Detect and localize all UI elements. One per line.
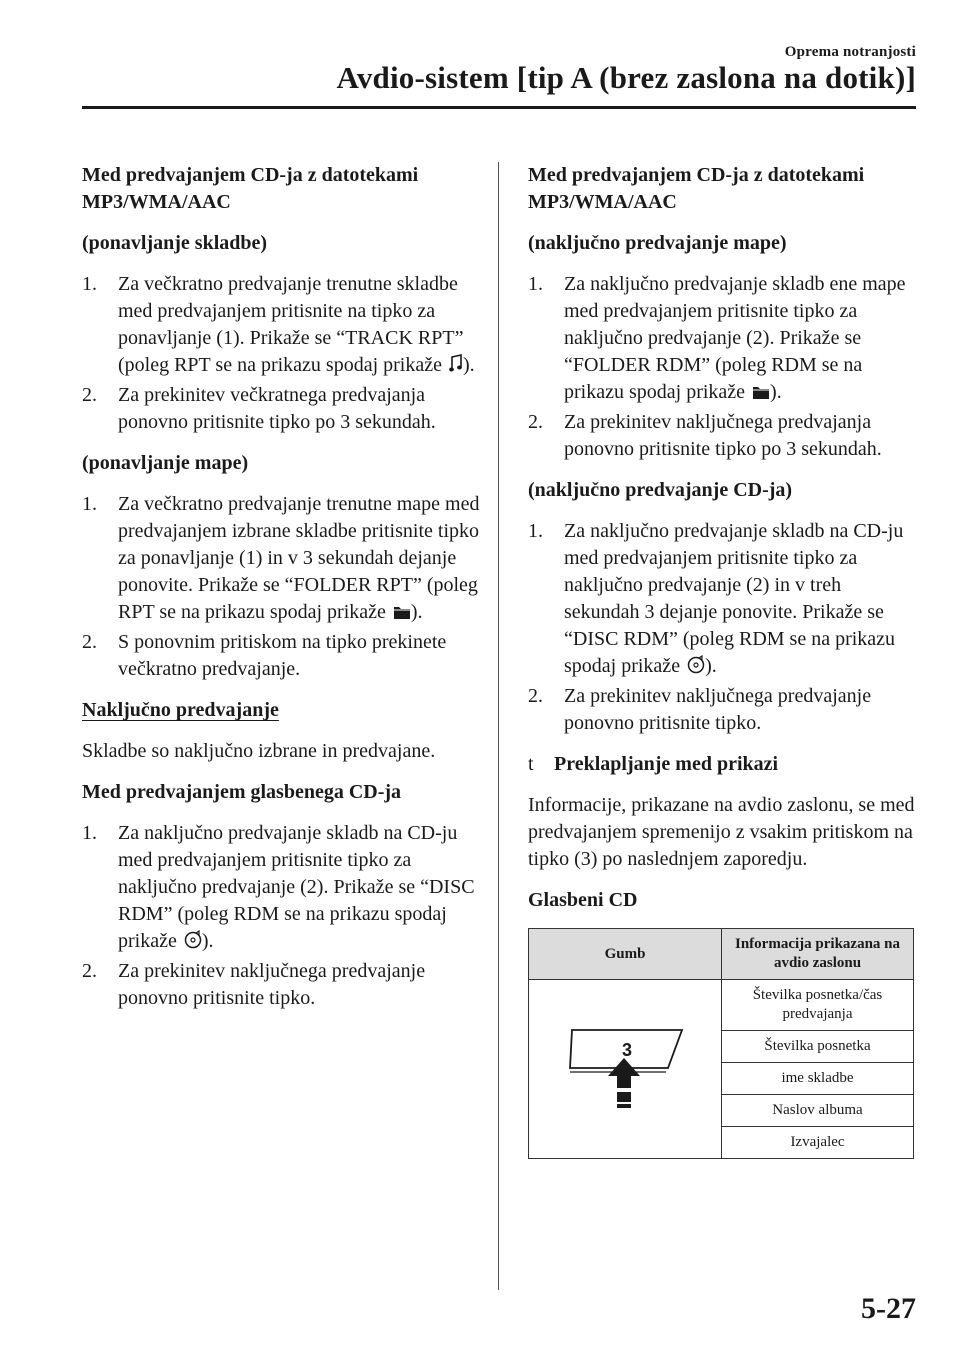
random-playback-title: Naključno predvajanje [82,699,279,721]
page-number: 5-27 [861,1292,916,1325]
list-item [82,820,482,958]
switch-display-text: Informacije, prikazane na avdio zaslonu, se med predvajanjem spremenijo z vsakim pritiskom na tipko (3) po naslednjem zaporedju. [528,794,915,870]
step-number: 1. [82,493,97,515]
switch-display-heading [528,751,920,778]
folder-random-title: (naključno predvajanje mape) [528,232,787,254]
folder-icon [393,602,411,629]
step-number: 2. [82,960,97,982]
folder-random-steps [528,271,920,463]
table-header-row [529,929,914,980]
step-number: 2. [528,411,543,433]
table-row [529,980,914,1031]
list-item [82,629,482,683]
table-header-info: Informacija prikazana na avdio zaslonu [722,929,914,980]
table-cell: Številka posnetka/čas predvajanja [722,980,914,1031]
step-text-end: ). [201,930,214,952]
step-number: 1. [82,273,97,295]
right-column [528,162,920,1159]
list-item [82,382,482,436]
step-text: Za naključno predvajanje skladb na CD-ju med predvajanjem pritisnite tipko za naključno predvajanje (2). Prikaže se “DISC RDM” (poleg RDM se na prikazu spodaj prikaže [118,822,475,952]
step-text: Za prekinitev naključnega predvajanje ponovno pritisnite tipko. [118,960,426,1009]
step-text: Za večkratno predvajanje trenutne skladbe med predvajanjem pritisnite na tipko za ponavljanje (1). Prikaže se “TRACK RPT” (poleg RPT se na prikazu spodaj prikaže [118,273,464,376]
folder-icon [752,382,770,409]
folder-repeat-title: (ponavljanje mape) [82,452,249,474]
list-item [528,271,920,409]
track-repeat-steps [82,271,482,436]
step-text: Za večkratno predvajanje trenutne mape med predvajanjem izbrane skladbe pritisnite tipko za ponavljanje (1) in v 3 sekundah dejanje ponovite. Prikaže se “FOLDER RPT” (poleg RPT se na prikazu spodaj prikaže [118,493,480,623]
step-number: 2. [82,384,97,406]
music-cd-table-title: Glasbeni CD [528,889,638,911]
bullet-marker: t [528,753,534,775]
step-text: Za naključno predvajanje skladb na CD-ju med predvajanjem pritisnite tipko za naključno predvajanje (2) in v treh sekundah 3 dejanje ponovite. Prikaže se “DISC RDM” (poleg RDM se na prikazu spodaj prikaže [564,520,904,677]
step-number: 2. [82,631,97,653]
music-cd-title: Med predvajanjem glasbenega CD-ja [82,781,402,803]
step-text-end: ). [410,601,423,623]
list-item [82,271,482,382]
left-column [82,162,482,1026]
page-title: Avdio-sistem [tip A (brez zaslona na dotik)] [336,60,916,95]
step-text: Za prekinitev večkratnega predvajanja ponovno pritisnite tipko po 3 sekundah. [118,384,436,433]
list-item [528,518,920,683]
random-playback-text: Skladbe so naključno izbrane in predvajane. [82,740,436,762]
step-text: Za naključno predvajanje skladb ene mape med predvajanjem pritisnite tipko za naključno predvajanje (2). Prikaže se “FOLDER RDM” (poleg RDM se na prikazu spodaj prikaže [564,273,906,403]
display-info-table [528,928,914,1159]
step-text: Za prekinitev naključnega predvajanja ponovno pritisnite tipko po 3 sekundah. [564,411,882,460]
table-cell: Naslov albuma [722,1095,914,1127]
table-header-button: Gumb [529,929,722,980]
list-item [82,958,482,1012]
button-illustration-cell [529,980,722,1159]
section-heading-mp3-right: Med predvajanjem CD-ja z datotekami MP3/WMA/AAC [528,164,865,213]
music-note-icon [449,354,463,382]
step-text-end: ). [462,354,475,376]
column-divider [498,162,499,1290]
list-item [528,683,920,737]
step-text: Za prekinitev naključnega predvajanje ponovno pritisnite tipko. [564,685,872,734]
cd-random-steps [528,518,920,737]
cd-random-title: (naključno predvajanje CD-ja) [528,479,793,501]
table-cell: ime skladbe [722,1063,914,1095]
button-3-illustration [560,1020,690,1112]
folder-repeat-steps [82,491,482,683]
step-number: 1. [82,822,97,844]
table-cell: Številka posnetka [722,1031,914,1063]
step-text-end: ). [705,655,717,677]
button-label: 3 [622,1040,633,1060]
section-heading-mp3: Med predvajanjem CD-ja z datotekami MP3/WMA/AAC [82,164,419,213]
list-item [528,409,920,463]
step-number: 2. [528,685,543,707]
disc-icon [184,930,202,958]
disc-icon [687,655,705,683]
track-repeat-title: (ponavljanje skladbe) [82,232,268,254]
table-cell: Izvajalec [722,1127,914,1159]
step-text: S ponovnim pritiskom na tipko prekinete večkratno predvajanje. [118,631,447,680]
header-rule [82,106,916,109]
list-item [82,491,482,629]
header-section-label: Oprema notranjosti [784,44,916,60]
step-number: 1. [528,520,543,542]
switch-display-title: Preklapljanje med prikazi [554,753,779,775]
step-number: 1. [528,273,543,295]
step-text-end: ). [770,381,782,403]
music-cd-steps [82,820,482,1012]
